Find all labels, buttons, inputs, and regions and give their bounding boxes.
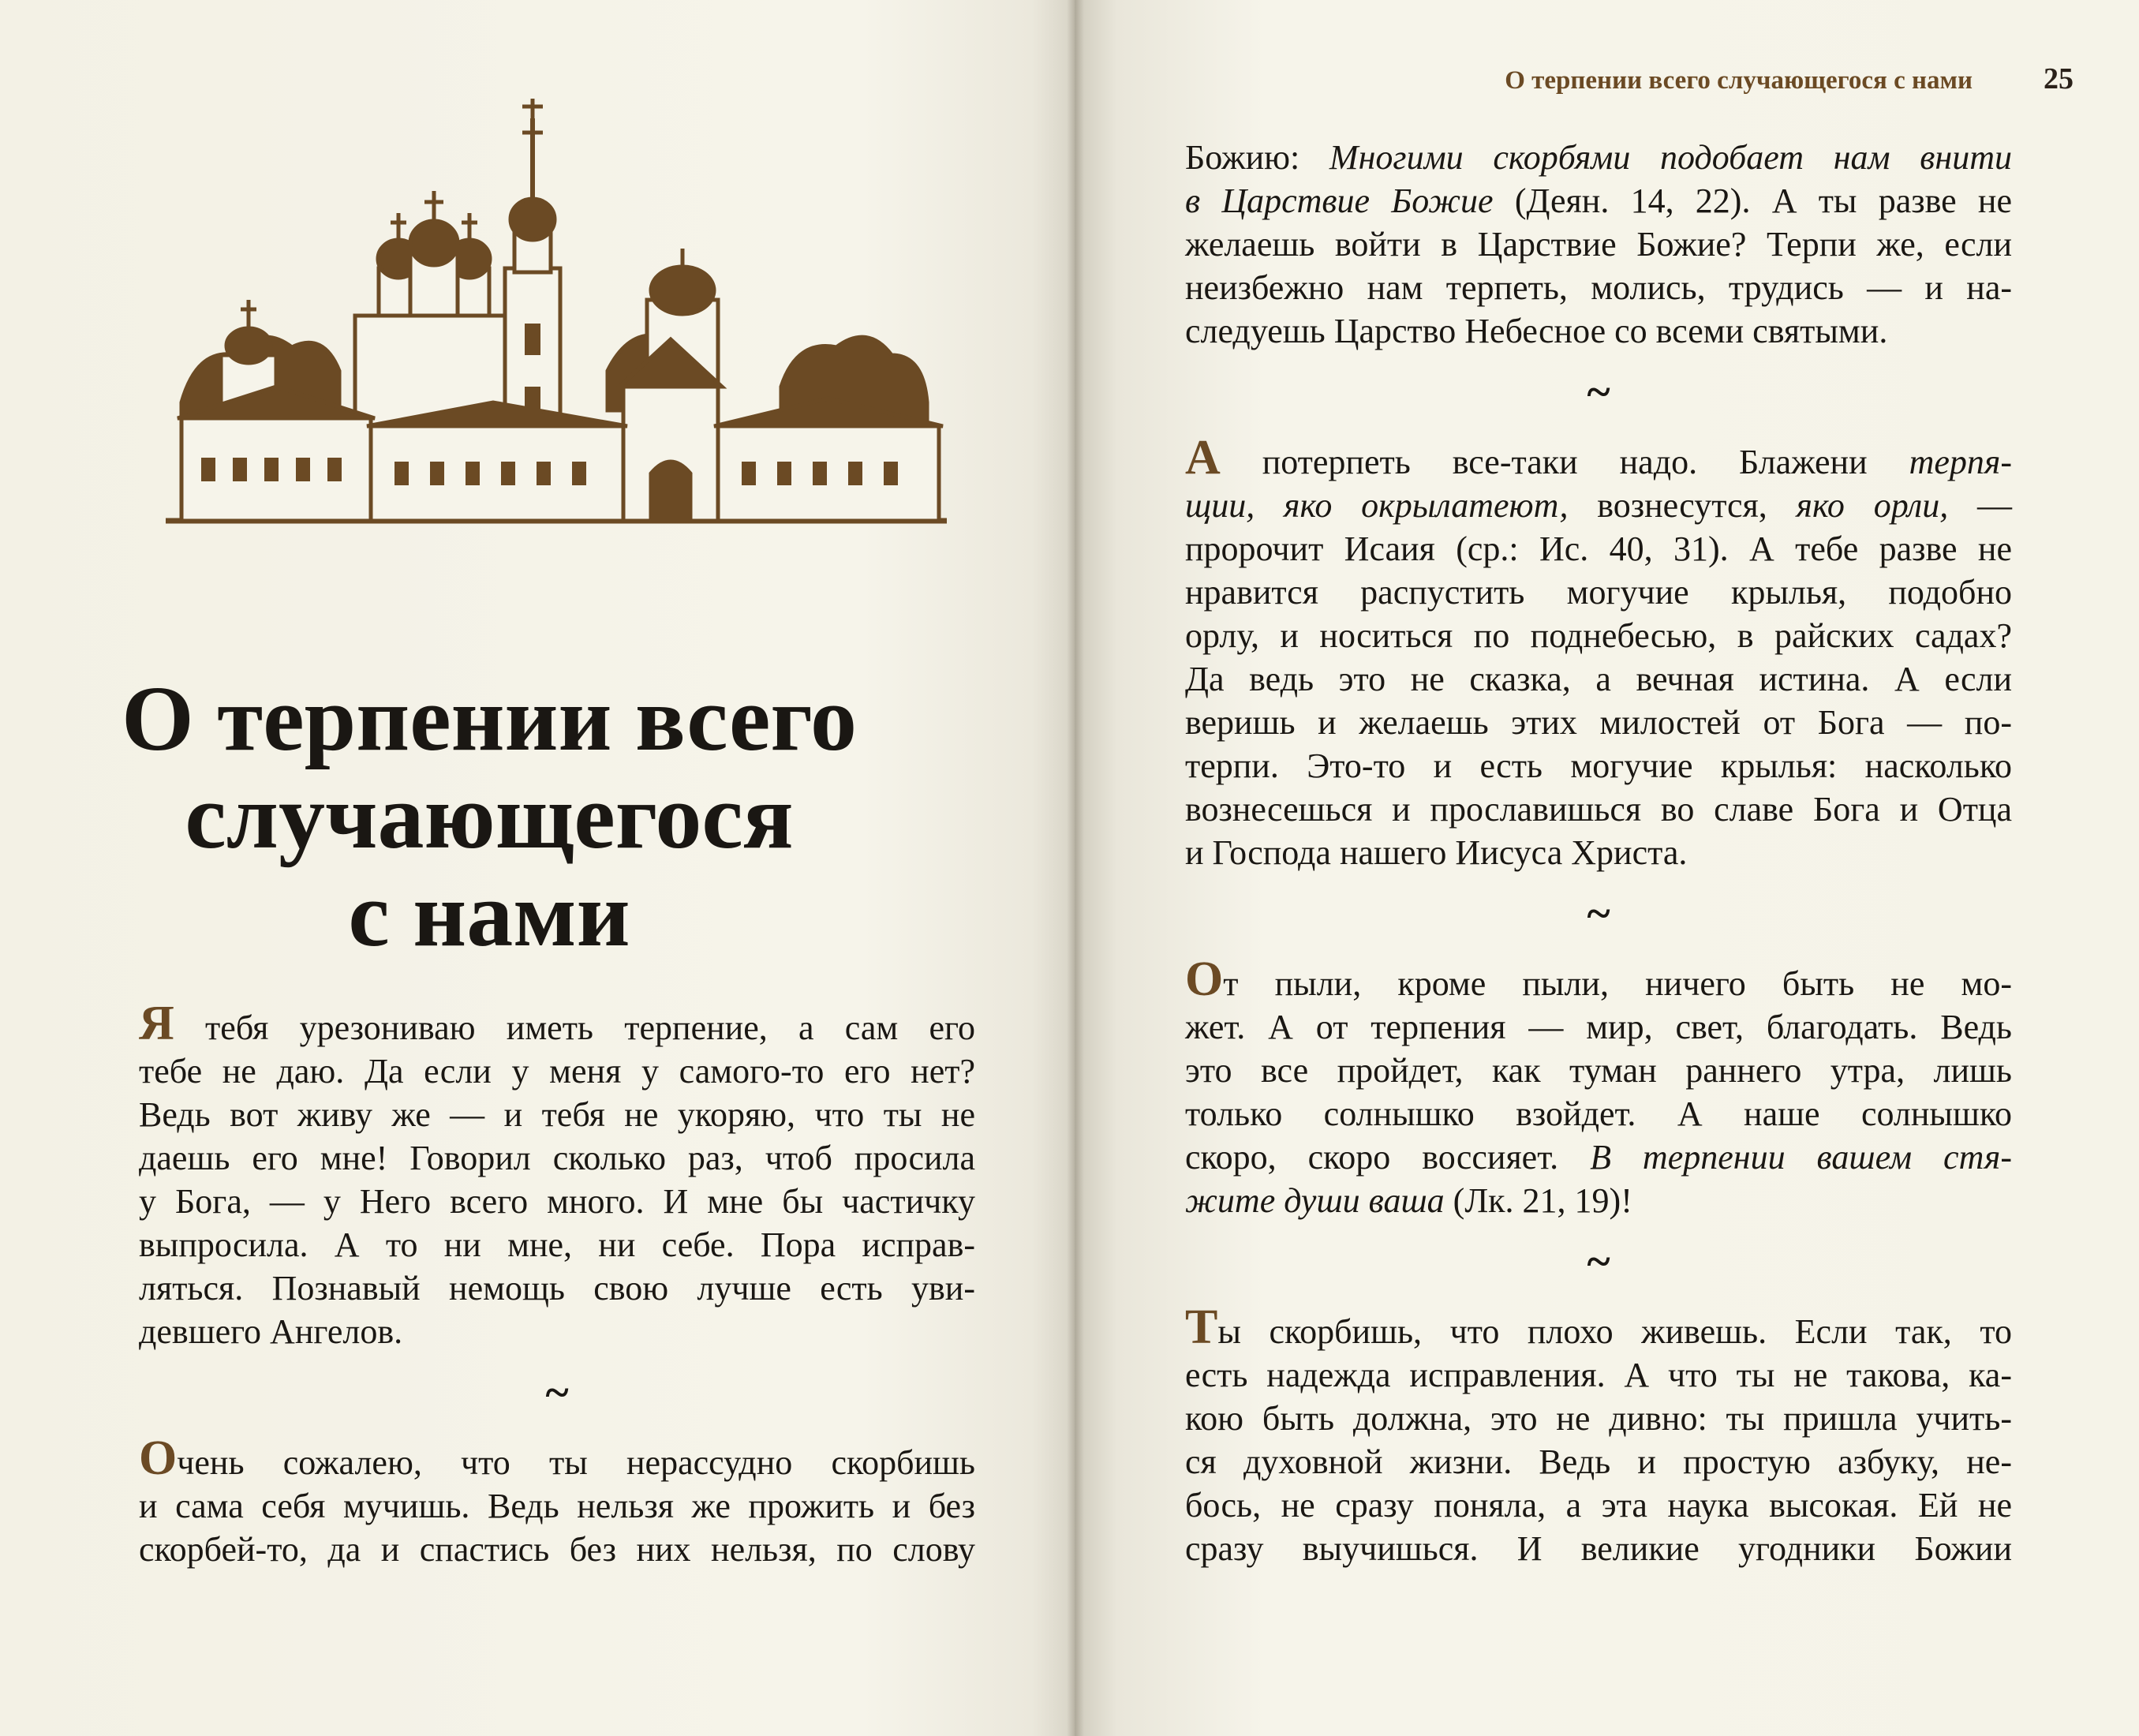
text-line: даешь его мне! Говорил сколько раз, чтоб просила [139,1139,975,1177]
text-line: девшего Ангелов. [139,1312,403,1351]
text-run: Божию: [1185,138,1329,177]
running-header: О терпении всего случающегося с нами [1505,66,1973,95]
text-line [1185,431,2012,485]
text-line: скорбей-то, да и спастись без них нельзя, по слову [139,1530,975,1569]
text-line [139,1431,975,1485]
quote-run: яко орли, [1796,486,1949,525]
text-line [1185,136,2012,179]
text-line: вознесешься и прославишься во славе Бога и Отца [1185,790,2012,829]
left-body-text [139,997,975,1571]
text-line: жет. А от терпения — мир, свет, благодать. Ведь [1185,1008,2012,1046]
text-line [1185,1179,2012,1222]
chapter-title-line: случающегося [185,765,794,869]
text-line: и Господа нашего Иисуса Христа. [1185,833,1688,872]
text-line: тебе не даю. Да если у меня у самого-то его нет? [139,1052,975,1091]
text-line: нравится распустить могучие крылья, подобно [1185,573,2012,612]
text-line: Ведь вот живу же — и тебя не укоряю, что ты не [139,1095,975,1134]
page-number: 25 [2044,62,2074,95]
text-line: у Бога, — у Него всего много. И мне бы частичку [139,1182,975,1221]
text-line: орлу, и носиться по поднебесью, в райских садах? [1185,616,2012,655]
text-line: и сама себя мучишь. Ведь нельзя же прожить и без [139,1487,975,1525]
text-line [1185,952,2012,1006]
drop-cap: О [1185,952,1224,1006]
text-run: потерпеть все-таки надо. Блажени [1220,443,1909,481]
text-line: неизбежно нам терпеть, молись, трудись — и на- [1185,268,2012,307]
paragraph [139,997,975,1353]
text-run: чень сожалею, что ты нерассудно скорбишь [177,1443,975,1482]
text-run: т пыли, кроме пыли, ничего быть не мо- [1223,964,2012,1003]
text-run: — [1948,486,2012,525]
paragraph [1185,136,2012,353]
drop-cap: О [139,1431,178,1485]
text-line [1185,1136,2012,1179]
paragraph [1185,952,2012,1222]
right-body-text [1185,136,2012,1570]
text-line: есть надежда исправления. А что ты не такова, ка- [1185,1356,2012,1394]
paragraph [1185,1300,2012,1570]
text-run: тебя урезониваю иметь терпение, а сам его [174,1008,975,1047]
quote-run: в Царствие Божие [1185,181,1494,220]
text-line: кою быть должна, это не дивно: ты пришла учить- [1185,1399,2012,1438]
text-line: Да ведь это не сказка, а вечная истина. А если [1185,660,2012,698]
text-line: только солнышко взойдет. А наше солнышко [1185,1094,2012,1133]
text-run: (Лк. 21, 19)! [1444,1181,1632,1220]
paragraph [139,1431,975,1571]
text-line [139,997,975,1050]
quote-run: терпя- [1909,443,2012,481]
text-line: это все пройдет, как туман раннего утра, лишь [1185,1051,2012,1090]
text-line: сразу выучишься. И великие угодники Божии [1185,1529,2012,1568]
text-run: вознесутся, [1568,486,1797,525]
section-separator: ~ [1587,1237,1610,1286]
quote-run: жите души ваша [1185,1181,1445,1220]
text-line: желаешь войти в Царствие Божие? Терпи же, если [1185,225,2012,264]
chapter-title [95,667,884,967]
chapter-title-line: с нами [348,862,630,967]
drop-cap: А [1185,431,1221,485]
section-separator: ~ [1587,368,1610,417]
text-line: ся духовной жизни. Ведь и простую азбуку, не- [1185,1442,2012,1481]
drop-cap: Т [1185,1300,1218,1354]
text-line: пророчит Исаия (ср.: Ис. 40, 31). А тебе разве не [1185,529,2012,568]
book-gutter [1067,0,1084,1736]
quote-run: Многими скорбями подобает нам внити [1329,138,2013,177]
section-separator: ~ [1587,889,1610,938]
text-line [1185,179,2012,223]
drop-cap: Я [139,997,174,1050]
quote-run: щии, яко окрылатеют, [1185,486,1569,525]
text-run: ы скорбишь, что плохо живешь. Если так, то [1217,1312,2012,1351]
quote-run: В терпении вашем стя- [1590,1138,2012,1177]
text-line: выпросила. А то ни мне, ни себе. Пора исправ- [139,1225,975,1264]
text-line: бось, не сразу поняла, а эта наука высокая. Ей не [1185,1486,2012,1525]
text-line: следуешь Царство Небесное со всеми святыми. [1185,312,1888,350]
text-line [1185,1300,2012,1354]
text-line [1185,484,2012,527]
monastery-illustration [166,87,947,533]
text-line: терпи. Это-то и есть могучие крылья: насколько [1185,746,2012,785]
text-line: веришь и желаешь этих милостей от Бога — по- [1185,703,2012,742]
paragraph [1185,431,2012,874]
text-run: скоро, скоро воссияет. [1185,1138,1591,1177]
text-run: (Деян. 14, 22). А ты разве не [1493,181,2012,220]
chapter-title-line: О терпении всего [121,667,858,771]
section-separator: ~ [545,1368,569,1417]
text-line: ляться. Познавый немощь свою лучше есть уви- [139,1269,975,1308]
